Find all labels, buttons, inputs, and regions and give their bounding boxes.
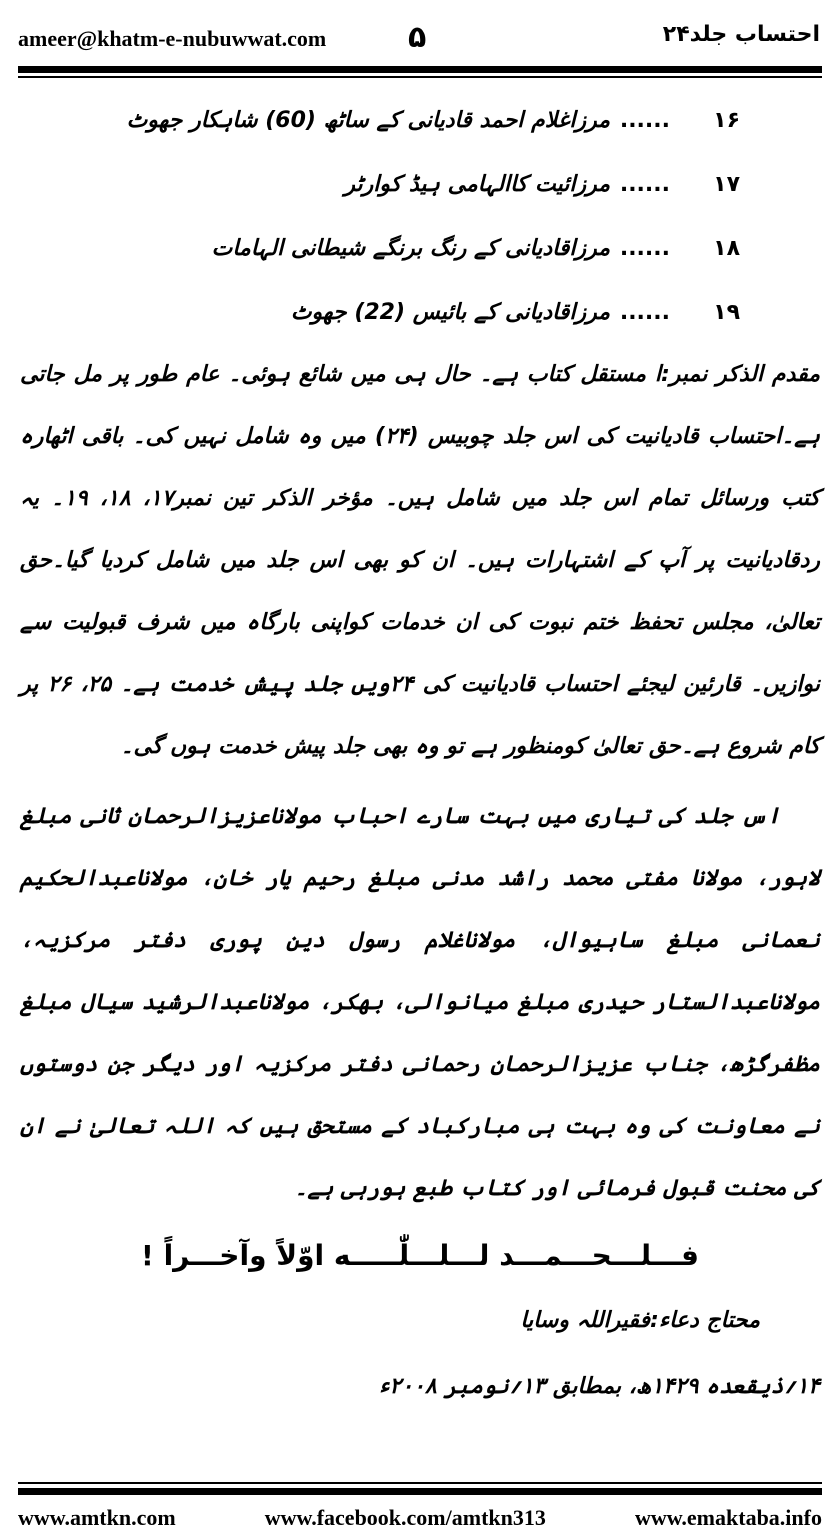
- list-item: [20, 280, 820, 344]
- paragraph-acknowledgements: اس جلد کی تیاری میں بہت سارے احباب مولاناعزیزالرحمان ثانی مبلغ لاہور، مولانا مفتی محمد راشد مدنی مبلغ رحیم یار خان، مولاناعبدالحکیم نعمانی مبلغ ساہیوال، مولاناغلام رسول دین پوری دفتر مرکزیہ، مولاناعبدالستار حیدری مبلغ میانوالی، بھکر، مولاناعبدالرشید سیال مبلغ مظفرگڑھ، جناب عزیزالرحمان رحمانی دفتر مرکزیہ اور دیگر جن دوستوں نے معاونت کی وہ بہت ہی مبارکباد کے مستحق ہیں کہ اللہ تعالیٰ نے ان کی محنت قبول فرمائی اور کتاب طبع ہورہی ہے۔: [20, 804, 820, 1201]
- list-item-dots: ......: [619, 299, 670, 325]
- page-number: ۵: [408, 20, 427, 55]
- footer-link-emaktaba[interactable]: www.emaktaba.info: [634, 1505, 822, 1530]
- page-content: [20, 88, 820, 1468]
- list-item-number: ۱۷: [713, 171, 740, 197]
- list-item-text: مرزائیت کاالہامی ہیڈ کوارٹر: [344, 171, 610, 197]
- list-item-dots: ......: [619, 235, 670, 261]
- closing-praise: فـــلـــحـــمـــد لـــلـــلّٰـــــه اوّلاً وآخـــراً !: [141, 1239, 699, 1272]
- page-footer: [18, 1500, 822, 1536]
- list-item-text: مرزاقادیانی کے رنگ برنگے شیطانی الہامات: [211, 235, 610, 261]
- list-item-number: ۱۸: [713, 235, 740, 261]
- list-item-number: ۱۹: [713, 299, 740, 325]
- list-item-dots: ......: [619, 171, 670, 197]
- header-email: ameer@khatm-e-nubuwwat.com: [18, 26, 327, 51]
- list-item-text: مرزاقادیانی کے بائیس (22) جھوٹ: [290, 299, 610, 325]
- footer-rule-thick: [18, 1488, 822, 1495]
- date-line: ۱۴؍ذیقعدہ ۱۴۲۹ھ، بمطابق ۱۳؍نومبر ۲۰۰۸ء: [379, 1374, 820, 1399]
- list-item: [20, 216, 820, 280]
- footer-rule-thin: [18, 1482, 822, 1484]
- volume-title: احتساب جلد۲۴: [662, 22, 820, 47]
- list-item-number: ۱۶: [713, 107, 740, 133]
- list-item-dots: ......: [619, 107, 670, 133]
- list-item-text: مرزاغلام احمد قادیانی کے ساٹھ (60) شاہکار جھوٹ: [126, 107, 610, 133]
- header-rule-thin: [18, 76, 822, 78]
- page-header: [0, 14, 840, 64]
- author-signature: محتاج دعاء:فقیراللہ وسایا: [520, 1308, 760, 1333]
- header-rule-thick: [18, 66, 822, 73]
- list-item: [20, 88, 820, 152]
- footer-link-facebook[interactable]: www.facebook.com/amtkn313: [264, 1505, 546, 1530]
- list-item: [20, 152, 820, 216]
- paragraph-intro: مقدم الذکر نمبر:ا مستقل کتاب ہے۔ حال ہی میں شائع ہوئی۔ عام طور پر مل جاتی ہے۔احتساب قادیانیت کی اس جلد چوبیس (۲۴) میں وہ شامل نہیں کی۔ باقی اٹھارہ کتب ورسائل تمام اس جلد میں شامل ہیں۔ مؤخر الذکر تین نمبر۱۷، ۱۸، ۱۹۔ یہ ردقادیانیت پر آپ کے اشتہارات ہیں۔ ان کو بھی اس جلد میں شامل کردیا گیا۔حق تعالیٰ، مجلس تحفظ ختم نبوت کی ان خدمات کواپنی بارگاہ میں شرف قبولیت سے نوازیں۔ قارئین لیجئے احتساب قادیانیت کی ۲۴ویں جلد پیش خدمت ہے۔ ۲۵، ۲۶ پر کام شروع ہے۔حق تعالیٰ کومنظور ہے تو وہ بھی جلد پیش خدمت ہوں گی۔: [20, 362, 821, 759]
- footer-link-amtkn[interactable]: www.amtkn.com: [18, 1505, 176, 1530]
